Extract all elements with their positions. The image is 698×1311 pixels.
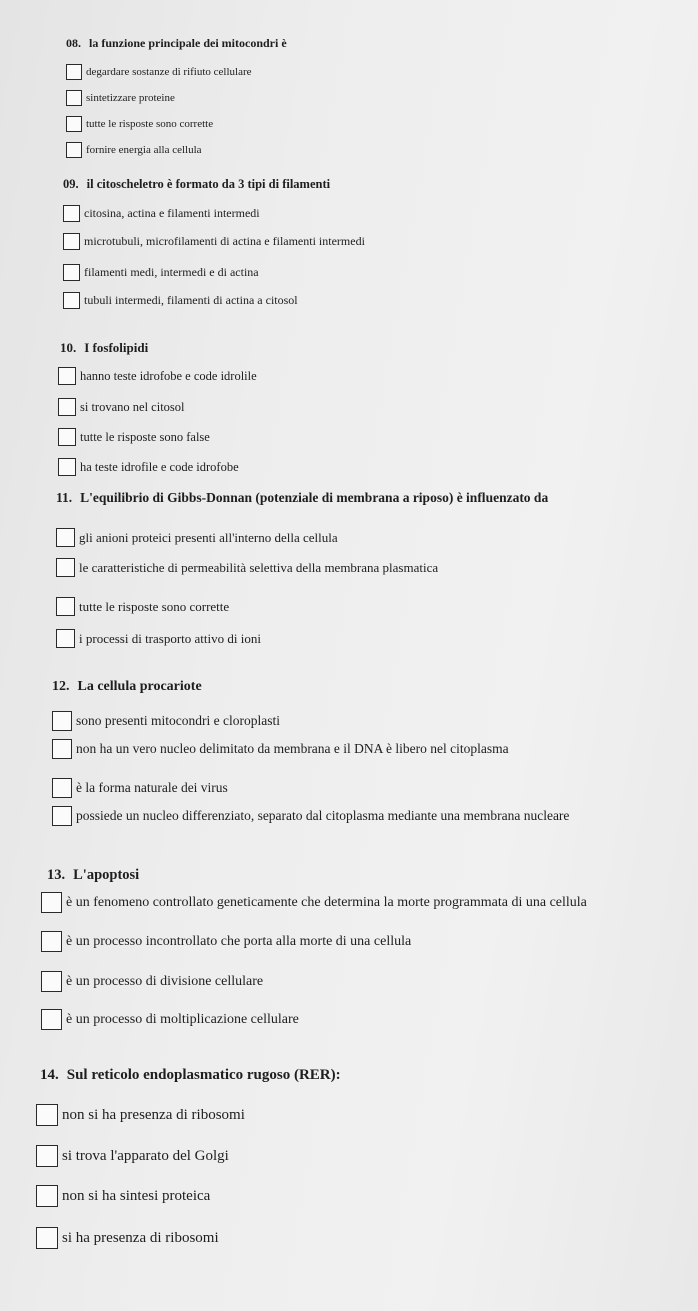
checkbox[interactable]: [58, 428, 76, 446]
option-10-b[interactable]: [58, 398, 185, 416]
checkbox[interactable]: [66, 116, 82, 132]
option-label: le caratteristiche di permeabilità selettiva della membrana plasmatica: [79, 559, 439, 575]
question-number: 14.: [40, 1067, 59, 1083]
option-08-d[interactable]: [66, 142, 202, 158]
question-number: 12.: [52, 679, 70, 694]
checkbox[interactable]: [63, 233, 80, 250]
option-13-a[interactable]: [41, 892, 587, 913]
checkbox[interactable]: [36, 1145, 58, 1167]
question-number: 09.: [63, 177, 79, 191]
option-12-a[interactable]: [52, 711, 280, 731]
option-label: citosina, actina e filamenti intermedi: [84, 206, 260, 220]
question-text: L'equilibrio di Gibbs-Donnan (potenziale di membrana a riposo) è influenzato da: [80, 490, 549, 505]
option-11-d[interactable]: [56, 629, 261, 648]
option-label: gli anioni proteici presenti all'interno della cellula: [79, 529, 338, 545]
question-number: 13.: [47, 867, 66, 883]
option-label: si ha presenza di ribosomi: [62, 1229, 219, 1246]
option-label: i processi di trasporto attivo di ioni: [79, 630, 261, 646]
option-10-d[interactable]: [58, 458, 239, 476]
option-label: sintetizzare proteine: [86, 92, 175, 104]
option-09-d[interactable]: [63, 292, 298, 309]
option-label: fornire energia alla cellula: [86, 144, 202, 156]
checkbox[interactable]: [66, 142, 82, 158]
checkbox[interactable]: [52, 711, 72, 731]
question-title: [52, 679, 202, 695]
option-label: non ha un vero nucleo delimitato da membrana e il DNA è libero nel citoplasma: [76, 741, 509, 756]
option-14-a[interactable]: [36, 1104, 245, 1126]
question-title: [40, 1067, 341, 1084]
checkbox[interactable]: [63, 264, 80, 281]
checkbox[interactable]: [41, 931, 62, 952]
option-label: è un processo di divisione cellulare: [66, 973, 264, 989]
option-13-b[interactable]: [41, 931, 411, 952]
checkbox[interactable]: [41, 892, 62, 913]
option-label: possiede un nucleo differenziato, separato dal citoplasma mediante una membrana nucleare: [76, 808, 570, 823]
option-label: tubuli intermedi, filamenti di actina a citosol: [84, 293, 298, 307]
option-09-b[interactable]: [63, 233, 365, 250]
option-label: è la forma naturale dei virus: [76, 780, 228, 795]
question-text: Sul reticolo endoplasmatico rugoso (RER):: [66, 1067, 341, 1083]
question-text: il citoscheletro è formato da 3 tipi di filamenti: [86, 177, 331, 191]
checkbox[interactable]: [56, 528, 75, 547]
checkbox[interactable]: [41, 971, 62, 992]
checkbox[interactable]: [36, 1104, 58, 1126]
option-label: è un processo incontrollato che porta alla morte di una cellula: [66, 933, 412, 949]
checkbox[interactable]: [52, 806, 72, 826]
option-label: ha teste idrofile e code idrofobe: [80, 459, 239, 474]
question-number: 08.: [66, 36, 81, 50]
checkbox[interactable]: [52, 778, 72, 798]
checkbox[interactable]: [41, 1009, 62, 1030]
checkbox[interactable]: [52, 739, 72, 759]
option-14-c[interactable]: [36, 1185, 210, 1207]
option-08-b[interactable]: [66, 90, 175, 106]
question-text: la funzione principale dei mitocondri è: [89, 36, 287, 50]
checkbox[interactable]: [66, 64, 82, 80]
option-label: microtubuli, microfilamenti di actina e filamenti intermedi: [84, 234, 365, 248]
option-label: degardare sostanze di rifiuto cellulare: [86, 66, 252, 78]
option-label: non si ha presenza di ribosomi: [62, 1106, 245, 1123]
option-label: tutte le risposte sono corrette: [79, 598, 230, 614]
checkbox[interactable]: [66, 90, 82, 106]
option-12-d[interactable]: [52, 806, 569, 826]
question-title: [47, 867, 139, 884]
option-label: tutte le risposte sono corrette: [86, 118, 214, 130]
checkbox[interactable]: [58, 458, 76, 476]
question-text: La cellula procariote: [77, 679, 202, 694]
option-13-d[interactable]: [41, 1009, 299, 1030]
option-label: si trova l'apparato del Golgi: [62, 1147, 229, 1164]
checkbox[interactable]: [58, 367, 76, 385]
checkbox[interactable]: [56, 629, 75, 648]
option-14-d[interactable]: [36, 1227, 219, 1249]
option-13-c[interactable]: [41, 971, 263, 992]
question-title: [60, 340, 148, 356]
option-12-b[interactable]: [52, 739, 509, 759]
question-title: [56, 490, 548, 506]
option-11-b[interactable]: [56, 558, 438, 577]
option-label: è un fenomeno controllato geneticamente che determina la morte programmata di una cellula: [66, 894, 587, 910]
checkbox[interactable]: [63, 292, 80, 309]
option-08-c[interactable]: [66, 116, 213, 132]
question-number: 11.: [56, 490, 73, 505]
option-10-a[interactable]: [58, 367, 257, 385]
option-label: si trovano nel citosol: [80, 399, 185, 414]
checkbox[interactable]: [56, 558, 75, 577]
question-text: L'apoptosi: [73, 867, 140, 883]
question-title: [63, 177, 330, 192]
option-label: sono presenti mitocondri e cloroplasti: [76, 713, 280, 728]
option-12-c[interactable]: [52, 778, 228, 798]
option-09-a[interactable]: [63, 205, 260, 222]
option-10-c[interactable]: [58, 428, 210, 446]
option-08-a[interactable]: [66, 64, 252, 80]
option-11-a[interactable]: [56, 528, 338, 547]
question-title: [66, 36, 287, 51]
checkbox[interactable]: [36, 1227, 58, 1249]
option-09-c[interactable]: [63, 264, 259, 281]
checkbox[interactable]: [36, 1185, 58, 1207]
checkbox[interactable]: [63, 205, 80, 222]
option-label: filamenti medi, intermedi e di actina: [84, 265, 259, 279]
option-11-c[interactable]: [56, 597, 229, 616]
question-number: 10.: [60, 340, 77, 355]
option-label: hanno teste idrofobe e code idrolile: [80, 368, 257, 383]
checkbox[interactable]: [56, 597, 75, 616]
option-label: è un processo di moltiplicazione cellulare: [66, 1011, 299, 1027]
option-14-b[interactable]: [36, 1145, 229, 1167]
option-label: tutte le risposte sono false: [80, 429, 210, 444]
checkbox[interactable]: [58, 398, 76, 416]
option-label: non si ha sintesi proteica: [62, 1187, 211, 1204]
question-text: I fosfolipidi: [84, 340, 149, 355]
